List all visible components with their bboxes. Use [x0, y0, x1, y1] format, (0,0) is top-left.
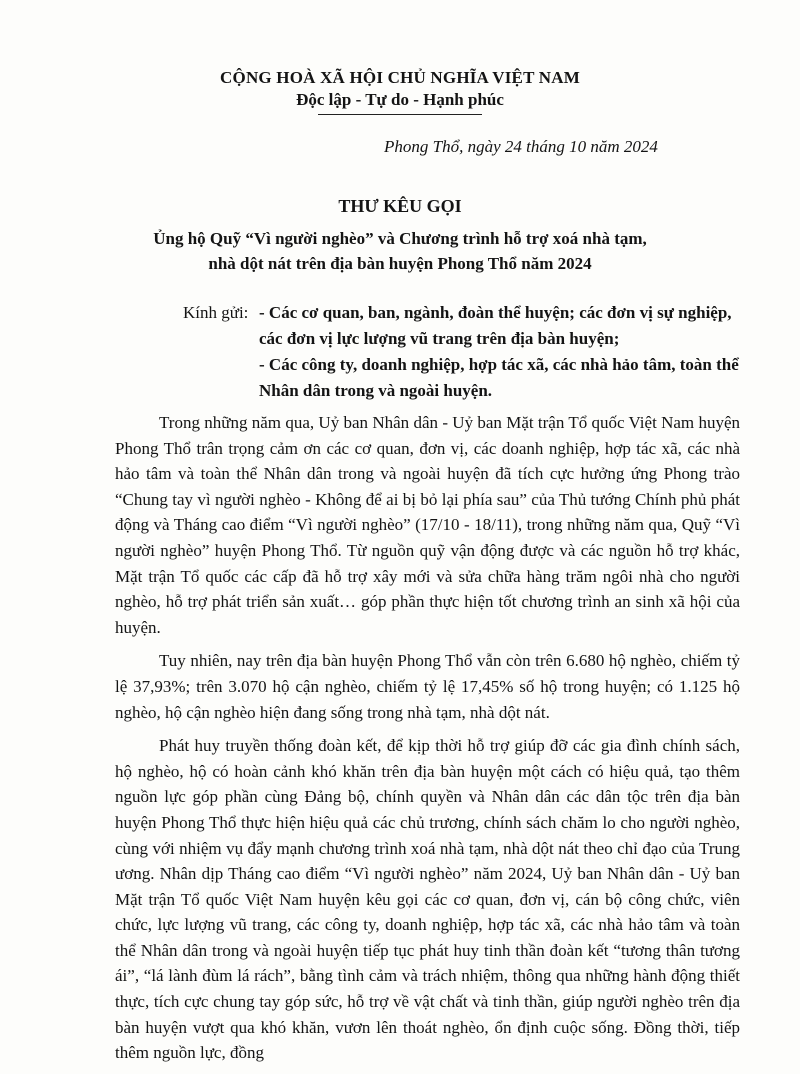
body-paragraph-3: Phát huy truyền thống đoàn kết, để kịp thời hỗ trợ giúp đỡ các gia đình chính sách, hộ nghèo, hộ có hoàn cảnh khó khăn trên địa bàn huyện một cách có hiệu quả, tạo thêm nguồn lực góp phần cùng Đảng bộ, chính quyền và Nhân dân các dân tộc trên địa bàn huyện Phong Thổ thực hiện hiệu quả các chủ trương, chính sách chăm lo cho người nghèo, cùng với nhiệm vụ đẩy mạnh chương trình xoá nhà tạm, nhà dột nát theo chỉ đạo của Trung ương. Nhân dịp Tháng cao điểm “Vì người nghèo” năm 2024, Uỷ ban Nhân dân - Uỷ ban Mặt trận Tổ quốc Việt Nam huyện kêu gọi các cơ quan, đơn vị, cán bộ công chức, viên chức, lực lượng vũ trang, các công ty, doanh nghiệp, hợp tác xã, các nhà hảo tâm và toàn thể Nhân dân trong và ngoài huyện tiếp tục phát huy tinh thần đoàn kết “tương thân tương ái”, “lá lành đùm lá rách”, bằng tình cảm và trách nhiệm, thông qua những hành động thiết thực, tích cực chung tay góp sức, hỗ trợ về vật chất và tinh thần, giúp người nghèo trên địa bàn huyện vượt qua khó khăn, vươn lên thoát nghèo, ổn định cuộc sống. Đồng thời, tiếp thêm nguồn lực, đồng: [115, 736, 740, 1063]
national-header: [0, 68, 800, 115]
letter-body: [115, 410, 740, 1074]
recipient-group-1: - Các cơ quan, ban, ngành, đoàn thể huyện; các đơn vị sự nghiệp, các đơn vị lực lượng vũ trang trên địa bàn huyện;: [259, 303, 732, 348]
recipients-list: [259, 300, 743, 404]
recipients-block: [183, 300, 743, 404]
recipient-group-2: - Các công ty, doanh nghiệp, hợp tác xã, các nhà hảo tâm, toàn thể Nhân dân trong và ngoài huyện.: [259, 355, 739, 400]
national-motto: Độc lập - Tự do - Hạnh phúc: [296, 90, 504, 109]
body-paragraph-2: Tuy nhiên, nay trên địa bàn huyện Phong Thổ vẫn còn trên 6.680 hộ nghèo, chiếm tỷ lệ 37,93%; trên 3.070 hộ cận nghèo, chiếm tỷ lệ 17,45% số hộ trong huyện; có 1.125 hộ nghèo, hộ cận nghèo hiện đang sống trong nhà tạm, nhà dột nát.: [115, 651, 740, 722]
place-date-line: Phong Thổ, ngày 24 tháng 10 năm 2024: [384, 137, 658, 156]
body-paragraph-1: Trong những năm qua, Uỷ ban Nhân dân - Uỷ ban Mặt trận Tổ quốc Việt Nam huyện Phong Thổ trân trọng cảm ơn các cơ quan, đơn vị, các doanh nghiệp, hợp tác xã, các nhà hảo tâm và toàn thể Nhân dân trong và ngoài huyện đã tích cực hưởng ứng Phong trào “Chung tay vì người nghèo - Không để ai bị bỏ lại phía sau” của Thủ tướng Chính phủ phát động và Tháng cao điểm “Vì người nghèo” (17/10 - 18/11), trong những năm qua, Quỹ “Vì người nghèo” huyện Phong Thổ. Từ nguồn quỹ vận động được và các nguồn hỗ trợ khác, Mặt trận Tổ quốc các cấp đã hỗ trợ xây mới và sửa chữa hàng trăm ngôi nhà cho người nghèo, hỗ trợ phát triển sản xuất… góp phần thực hiện tốt chương trình an sinh xã hội của huyện.: [115, 413, 740, 637]
document-title: THƯ KÊU GỌI: [338, 196, 462, 216]
document-subtitle: [0, 226, 800, 276]
subtitle-line-2: nhà dột nát trên địa bàn huyện Phong Thổ năm 2024: [208, 254, 592, 273]
subtitle-line-1: Ủng hộ Quỹ “Vì người nghèo” và Chương trình hỗ trợ xoá nhà tạm,: [153, 229, 647, 248]
recipients-label: Kính gửi:: [183, 303, 249, 322]
nation-name: CỘNG HOÀ XÃ HỘI CHỦ NGHĨA VIỆT NAM: [220, 68, 580, 87]
motto-underline: [318, 114, 482, 115]
